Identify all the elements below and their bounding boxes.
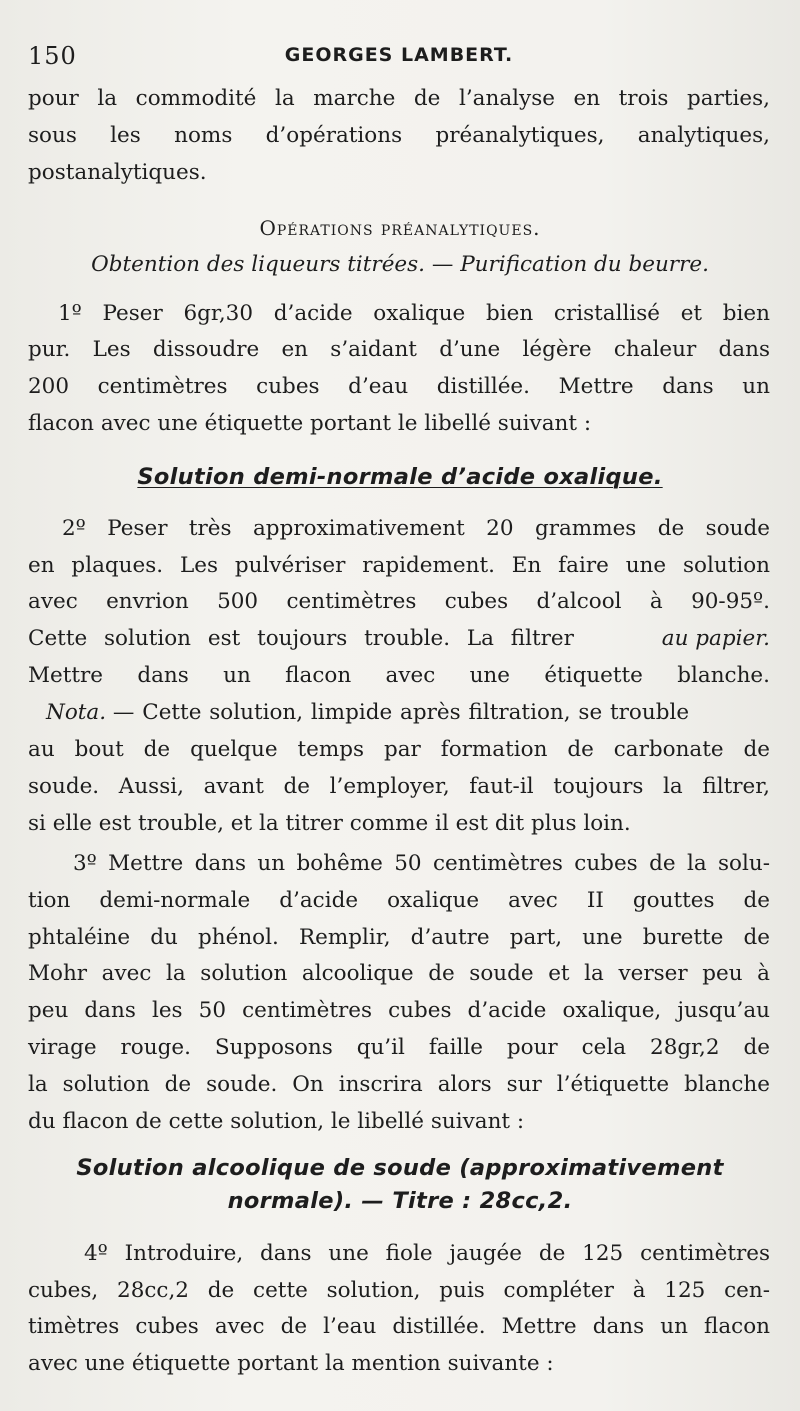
page-number: 150: [28, 42, 77, 70]
body-line: phtaléine du phénol. Remplir, d’autre part, une burette de: [28, 925, 770, 950]
body-line: 1º Peser 6gr,30 d’acide oxalique bien cristallisé et bien: [58, 301, 770, 326]
body-line: au bout de quelque temps par formation de carbonate de: [28, 737, 770, 762]
body-line: timètres cubes avec de l’eau distillée. Mettre dans un flacon: [28, 1314, 770, 1339]
body-line: avec une étiquette portant la mention suivante :: [28, 1351, 554, 1376]
body-line: 2º Peser très approximativement 20 grammes de soude: [62, 516, 770, 541]
body-line: 200 centimètres cubes d’eau distillée. Mettre dans un: [28, 374, 770, 399]
body-line: sous les noms d’opérations préanalytiques, analytiques,: [28, 123, 770, 148]
body-line: Mettre dans un flacon avec une étiquette blanche.: [28, 663, 770, 688]
body-line: Mohr avec la solution alcoolique de soude et la verser peu à: [28, 961, 770, 986]
body-line: virage rouge. Supposons qu’il faille pour cela 28gr,2 de: [28, 1035, 770, 1060]
body-line: soude. Aussi, avant de l’employer, faut-il toujours la filtrer,: [28, 774, 770, 799]
subheading-part: Purification du beurre.: [460, 252, 709, 277]
label-title: normale). — Titre : 28cc,2.: [227, 1188, 573, 1214]
subheading-part: Obtention des liqueurs titrées.: [91, 252, 426, 277]
body-line: 4º Introduire, dans une fiole jaugée de 125 centimètres: [84, 1241, 770, 1266]
label-text: Solution demi-normale d’acide oxalique.: [137, 464, 663, 490]
body-line: 3º Mettre dans un bohême 50 centimètres cubes de la solu-: [73, 851, 770, 876]
body-line: [28, 620, 770, 658]
body-text: Cette solution est toujours trouble. La filtrer: [28, 626, 574, 651]
label-title: [0, 464, 800, 490]
body-line: flacon avec une étiquette portant le libellé suivant :: [28, 411, 592, 436]
section-heading: Opérations préanalytiques.: [259, 216, 541, 240]
body-line: peu dans les 50 centimètres cubes d’acide oxalique, jusqu’au: [28, 998, 770, 1023]
subheading-dash: —: [431, 252, 454, 277]
body-line: la solution de soude. On inscrira alors sur l’étiquette blanche: [28, 1072, 770, 1097]
section-subheading: [0, 252, 800, 277]
body-line: cubes, 28cc,2 de cette solution, puis compléter à 125 cen-: [28, 1278, 770, 1303]
body-line: si elle est trouble, et la titrer comme il est dit plus loin.: [28, 811, 631, 836]
running-head: GEORGES LAMBERT.: [284, 44, 514, 66]
body-text-italic: au papier.: [661, 626, 770, 651]
body-line: pour la commodité la marche de l’analyse en trois parties,: [28, 86, 770, 111]
body-line: du flacon de cette solution, le libellé suivant :: [28, 1109, 525, 1134]
body-line: avec envrion 500 centimètres cubes d’alcool à 90-95º.: [28, 589, 770, 614]
body-text: — Cette solution, limpide après filtration, se trouble: [112, 700, 690, 725]
body-line: en plaques. Les pulvériser rapidement. En faire une solution: [28, 553, 770, 578]
label-title: Solution alcoolique de soude (approximativement: [76, 1155, 724, 1181]
nota-label: Nota.: [46, 700, 107, 725]
body-line: tion demi-normale d’acide oxalique avec II gouttes de: [28, 888, 770, 913]
body-line: pur. Les dissoudre en s’aidant d’une légère chaleur dans: [28, 337, 770, 362]
body-line: postanalytiques.: [28, 160, 207, 185]
page-header: [28, 32, 770, 72]
body-line: [28, 694, 770, 732]
